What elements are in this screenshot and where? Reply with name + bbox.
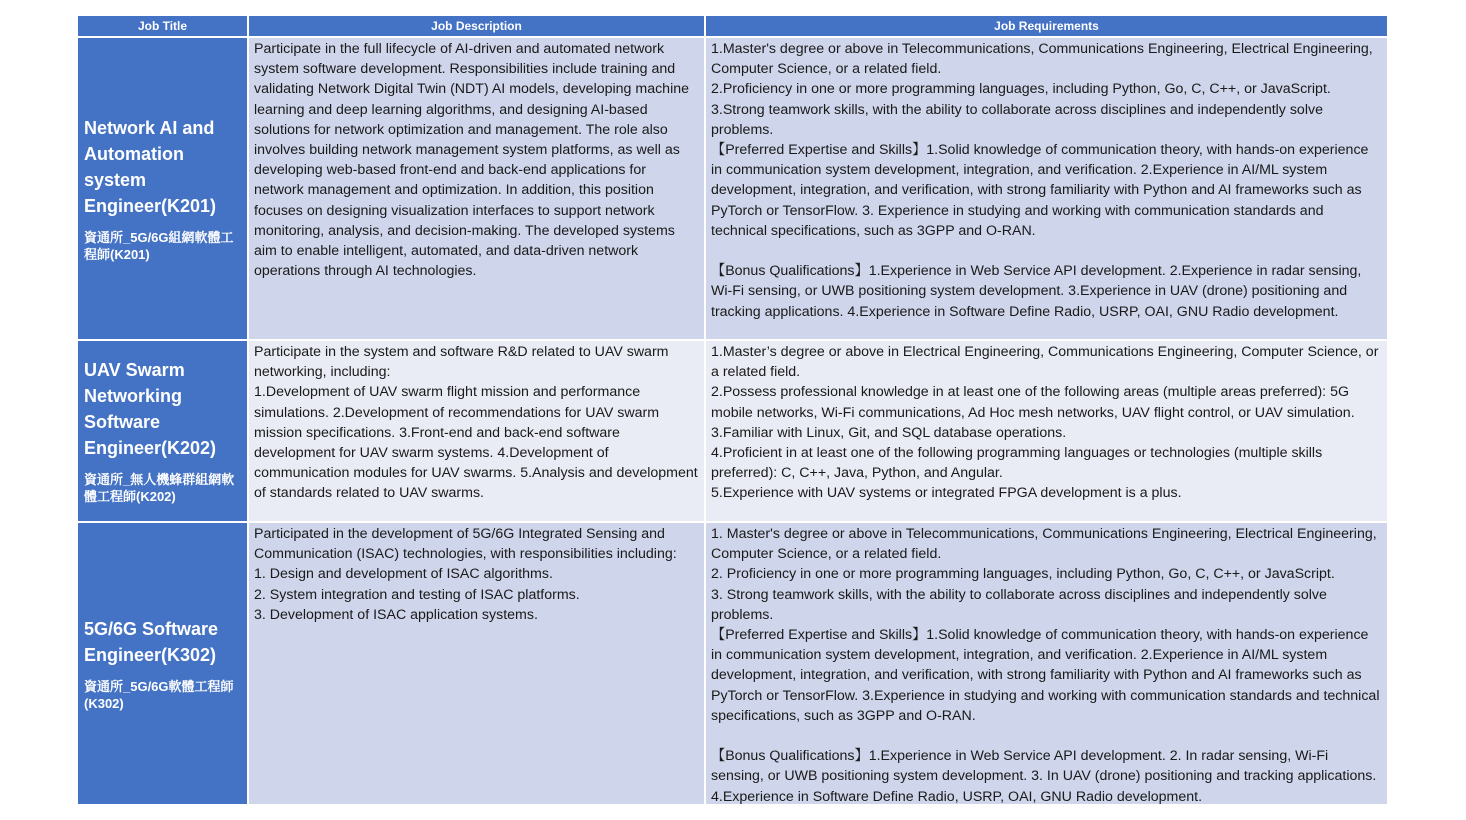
description-paragraph: 3. Development of ISAC application systems. xyxy=(254,606,538,623)
job-title-zh: 資通所_無人機蜂群組網軟體工程師(K202) xyxy=(84,472,235,504)
job-title-zh: 資通所_5G/6G組網軟體工程師(K201) xyxy=(84,229,234,262)
job-description-cell xyxy=(249,523,704,804)
job-description-cell xyxy=(249,341,704,521)
header-job-title: Job Title xyxy=(78,16,247,36)
job-requirements-cell xyxy=(706,341,1387,521)
requirement-item: 3.Familiar with Linux, Git, and SQL database operations. xyxy=(711,424,1067,441)
requirement-item: 1.Master’s degree or above in Electrical Engineering, Communications Engineering, Computer Science, or a related field. xyxy=(711,344,1379,381)
paragraph-spacer xyxy=(711,726,1382,746)
description-paragraph: 1.Development of UAV swarm flight mission and performance simulations. 2.Development of recommendations for UAV swarm mission specifications. 3.Front-end and back-end software development for UAV swarm systems. 4.Development of communication modules for UAV swarms. 5.Analysis and development of standards related to UAV swarms. xyxy=(254,384,698,502)
job-title-en: UAV Swarm Networking Software Engineer(K202) xyxy=(84,360,217,458)
paragraph-spacer xyxy=(711,241,1382,261)
requirement-item: 1.Master's degree or above in Telecommunications, Communications Engineering, Electrical Engineering, Computer Science, or a related field. xyxy=(711,41,1373,78)
jobs-table xyxy=(78,16,1387,804)
job-title-cell xyxy=(78,341,247,521)
description-paragraph: Participated in the development of 5G/6G Integrated Sensing and Communication (ISAC) technologies, with responsibilities including: xyxy=(254,526,677,563)
requirement-item: 2. Proficiency in one or more programming languages, including Python, Go, C, C++, or JavaScript. xyxy=(711,566,1335,583)
requirement-item: 4.Proficient in at least one of the following programming languages or technologies (multiple skills preferred): C, C++, Java, Python, and Angular. xyxy=(711,445,1323,482)
header-job-requirements: Job Requirements xyxy=(706,16,1387,36)
header-job-description: Job Description xyxy=(249,16,704,36)
job-title-en: 5G/6G Software Engineer(K302) xyxy=(84,618,219,665)
job-requirements-cell xyxy=(706,38,1387,339)
requirement-item: 【Bonus Qualifications】1.Experience in Web Service API development. 2. In radar sensing, Wi-Fi sensing, or UWB positioning system development. 3. In UAV (drone) positioning and tracking applications. 4.Experience in Software Define Radio, USRP, OAI, GNU Radio development. xyxy=(711,748,1377,804)
job-title-cell xyxy=(78,38,247,339)
description-paragraph: Participate in the full lifecycle of AI-driven and automated network system software development. Responsibilities include training and validating Network Digital Twin (NDT) AI models, developing machine learning and deep learning algorithms, and designing AI-based solutions for network optimization and management. The role also involves building network management system platforms, as well as developing web-based front-end and back-end applications for network management and optimization. In addition, this position focuses on designing visualization interfaces to support network monitoring, analysis, and decision-making. The developed systems aim to enable intelligent, automated, and data-driven network operations through AI technologies. xyxy=(254,41,690,280)
description-paragraph: 2. System integration and testing of ISAC platforms. xyxy=(254,586,580,603)
requirement-item: 2.Proficiency in one or more programming languages, including Python, Go, C, C++, or JavaScript. xyxy=(711,81,1331,98)
requirement-item: 【Preferred Expertise and Skills】1.Solid knowledge of communication theory, with hands-on experience in communication system development, integration, and verification. 2.Experience in AI/ML system development, integration, and verification, with strong familiarity with Python and AI frameworks such as PyTorch or TensorFlow. 3. Experience in studying and working with communication standards and technical specifications, such as 3GPP and O-RAN. xyxy=(711,142,1369,239)
job-title-cell xyxy=(78,523,247,804)
requirement-item: 【Preferred Expertise and Skills】1.Solid knowledge of communication theory, with hands-on experience in communication system development, integration, and verification. 2.Experience in AI/ML system development, integration, and verification, with strong familiarity with Python and AI frameworks such as PyTorch or TensorFlow. 3.Experience in studying and working with communication standards and technical specifications, such as 3GPP and O-RAN. xyxy=(711,627,1380,724)
job-title-en: Network AI and Automation system Engineer(K201) xyxy=(84,117,217,216)
requirement-item: 【Bonus Qualifications】1.Experience in Web Service API development. 2.Experience in radar sensing, Wi-Fi sensing, or UWB positioning system development. 3.Experience in UAV (drone) positioning and tracking applications. 4.Experience in Software Define Radio, USRP, OAI, GNU Radio development. xyxy=(711,263,1362,320)
job-description-cell xyxy=(249,38,704,339)
requirement-item: 1. Master's degree or above in Telecommunications, Communications Engineering, Electrical Engineering, Computer Science, or a related field. xyxy=(711,526,1377,563)
requirement-item: 3. Strong teamwork skills, with the ability to collaborate across disciplines and independently solve problems. xyxy=(711,586,1327,623)
description-paragraph: 1. Design and development of ISAC algorithms. xyxy=(254,566,553,583)
job-title-zh: 資通所_5G/6G軟體工程師(K302) xyxy=(84,678,234,711)
requirement-item: 5.Experience with UAV systems or integrated FPGA development is a plus. xyxy=(711,485,1182,502)
job-requirements-cell xyxy=(706,523,1387,804)
description-paragraph: Participate in the system and software R&D related to UAV swarm networking, including: xyxy=(254,344,669,381)
requirement-item: 3.Strong teamwork skills, with the ability to collaborate across disciplines and independently solve problems. xyxy=(711,101,1323,138)
requirement-item: 2.Possess professional knowledge in at least one of the following areas (multiple areas preferred): 5G mobile networks, Wi-Fi communications, Ad Hoc mesh networks, UAV flight control, or UAV simulation. xyxy=(711,384,1355,421)
